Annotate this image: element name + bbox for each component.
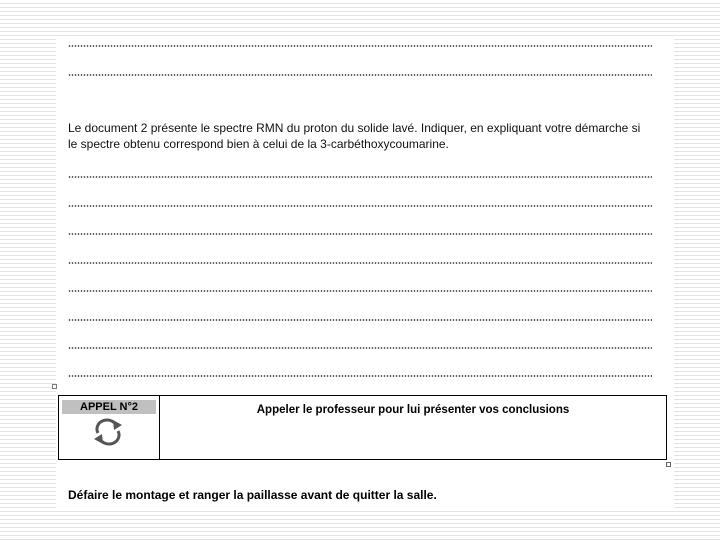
call-label: APPEL N°2 [62, 400, 156, 414]
answer-line [68, 74, 652, 76]
answer-line [68, 205, 652, 207]
answer-line [68, 45, 652, 47]
call-box-text-cell [160, 396, 666, 459]
answer-line [68, 347, 652, 349]
question-paragraph [68, 120, 668, 152]
answer-line [68, 233, 652, 235]
call-box-label-cell [59, 396, 160, 459]
answer-line [68, 176, 652, 178]
question-line-2: le spectre obtenu correspond bien à celui de la 3-carbéthoxycoumarine. [68, 137, 449, 151]
answer-line [68, 290, 652, 292]
anchor-marker[interactable] [52, 384, 57, 389]
final-instruction: Défaire le montage et ranger la paillasse avant de quitter la salle. [68, 488, 437, 502]
cycle-arrows-icon [89, 418, 127, 446]
question-line-1: Le document 2 présente le spectre RMN du proton du solide lavé. Indiquer, en expliquant votre démarche si [68, 121, 641, 135]
answer-line [68, 319, 652, 321]
call-box [58, 395, 667, 460]
answer-line [68, 375, 652, 377]
table-resize-handle[interactable] [666, 462, 671, 467]
call-instruction: Appeler le professeur pour lui présenter vos conclusions [256, 404, 570, 416]
answer-line [68, 262, 652, 264]
